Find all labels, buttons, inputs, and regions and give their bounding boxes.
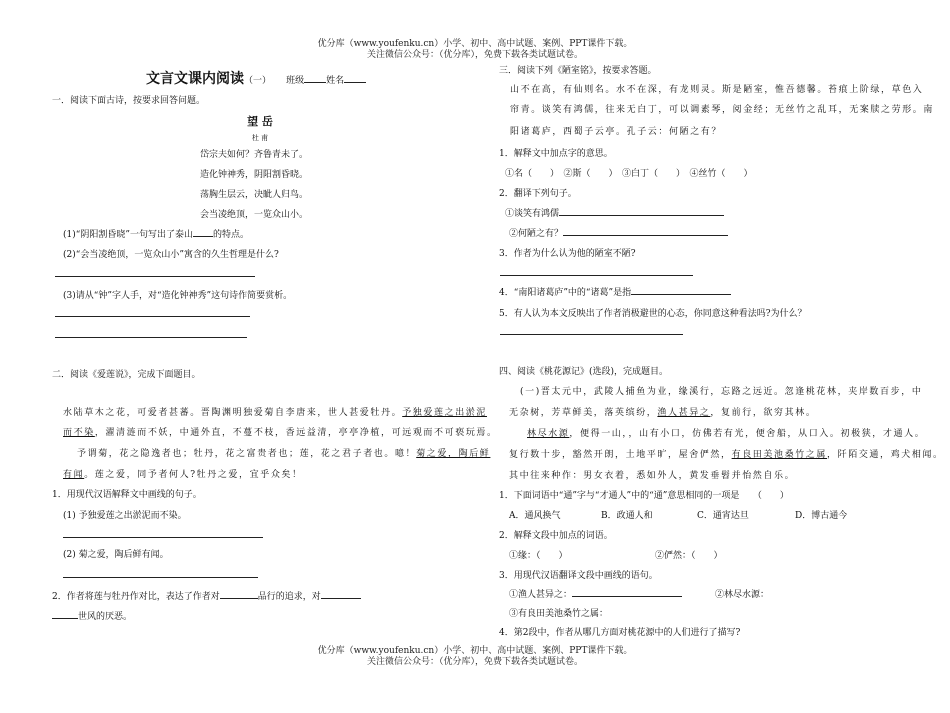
s4-q1-option-d[interactable]: D．博古通今 bbox=[795, 511, 848, 521]
s2-q2-blank-1[interactable] bbox=[220, 598, 258, 599]
s2-q2-blank-2[interactable] bbox=[321, 598, 361, 599]
s4-question-3-2: ②林尽水源： bbox=[715, 590, 770, 600]
s2-passage-line-3: 予谓菊，花之隐逸者也；牡丹，花之富贵者也；莲，花之君子者也。噫！菊之爱，陶后鲜 bbox=[77, 449, 491, 459]
s4-question-2-2: ②俨然：（ ） bbox=[655, 551, 723, 561]
poem-author: 杜 甫 bbox=[251, 134, 269, 142]
s2-q1-1-answer-line[interactable] bbox=[63, 537, 263, 538]
s2-underline-2b: 有闻 bbox=[63, 470, 85, 480]
s3-passage-line-3: 阳诸葛庐，西蜀子云亭。孔子云：何陋之有？ bbox=[510, 127, 723, 137]
s3-q2-1-blank[interactable] bbox=[559, 215, 724, 216]
s4-underline-3: 有良田美池桑竹之属 bbox=[731, 450, 828, 460]
s3-question-1: 1．解释文中加点字的意思。 bbox=[499, 149, 613, 159]
header-line-1: 优分库（www.youfenku.cn）小学、初中、高中试题、案例、PPT课件下载。 bbox=[317, 39, 633, 49]
s3-question-1-options: ①名（ ） ②斯（ ） ③白丁（ ） ④丝竹（ ） bbox=[505, 169, 753, 179]
s1-heading: 一．阅读下面古诗，按要求回答问题。 bbox=[52, 96, 206, 106]
s1-q1-part-a: (1)“阴阳割昏晓”一句写出了泰山 bbox=[63, 230, 193, 240]
s3-question-5: 5．有人认为本文反映出了作者消极避世的心态，你同意这种看法吗?为什么？ bbox=[499, 309, 807, 319]
s4-passage-line-1: (一)晋太元中，武陵人捕鱼为业，缘溪行，忘路之远近。忽逢桃花林，夹岸数百步，中 bbox=[520, 387, 923, 397]
s4-underline-2: 林尽水源 bbox=[527, 429, 570, 439]
s4-question-1: 1．下面词语中“通”字与“才通人”中的“通”意思相同的一项是 （ ） bbox=[499, 491, 789, 501]
class-field[interactable] bbox=[304, 82, 326, 83]
s2-question-1-2: (2) 菊之爱，陶后鲜有闻。 bbox=[63, 550, 169, 560]
poem-line-1: 岱宗夫如何？齐鲁青未了。 bbox=[200, 150, 309, 160]
s2-passage-line-2: 而不染，濯清涟而不妖，中通外直，不蔓不枝，香远益清，亭亭净植，可远观而不可亵玩焉。 bbox=[63, 428, 498, 438]
s2-question-1-1: (1) 予独爱莲之出淤泥而不染。 bbox=[63, 511, 187, 521]
s4-passage-line-5: 其中往来种作：男女衣着，悉如外人，黄发垂髫并怡然自乐。 bbox=[509, 471, 796, 481]
s2-underline-1b: 而不染 bbox=[63, 428, 95, 438]
s3-heading: 三．阅读下列《陋室铭》，按要求答题。 bbox=[499, 66, 657, 76]
s3-q5-answer-line[interactable] bbox=[500, 334, 683, 335]
s3-passage-line-2: 帘青。谈笑有鸿儒，往来无白丁，可以调素琴，阅金经；无丝竹之乱耳，无案牍之劳形。南 bbox=[510, 105, 935, 115]
s4-q3-1-blank[interactable] bbox=[572, 596, 682, 597]
s1-q1-blank[interactable] bbox=[193, 236, 213, 237]
footer-line-1: 优分库（www.youfenku.cn）小学、初中、高中试题、案例、PPT课件下载。 bbox=[317, 646, 633, 656]
s2-passage-line-1: 水陆草木之花，可爱者甚蕃。晋陶渊明独爱菊自李唐来，世人甚爱牡丹。予独爱莲之出淤泥 bbox=[63, 408, 488, 418]
s4-q1-option-b[interactable]: B．政通人和 bbox=[601, 511, 653, 521]
s3-question-4: 4．“南阳诸葛庐”中的“诸葛”是指 bbox=[499, 287, 731, 299]
class-label: 班级 bbox=[286, 76, 305, 86]
s2-heading: 二．阅读《爱莲说》，完成下面题目。 bbox=[52, 370, 201, 380]
s1-q3-answer-line-1[interactable] bbox=[55, 316, 250, 317]
s1-question-1 bbox=[63, 229, 249, 241]
s2-question-2-cont: 世风的厌恶。 bbox=[52, 611, 132, 623]
s3-passage-line-1: 山不在高，有仙则名。水不在深，有龙则灵。斯是陋室，惟吾德馨。苔痕上阶绿，草色入 bbox=[510, 85, 924, 95]
s4-heading: 四、阅读《桃花源记》(选段)，完成题目。 bbox=[499, 367, 669, 377]
s4-question-3-3: ③有良田美池桑竹之属： bbox=[509, 609, 609, 619]
s1-q2-answer-line[interactable] bbox=[55, 276, 255, 277]
s1-q1-part-b: 的特点。 bbox=[212, 230, 249, 240]
s4-question-3: 3．用现代汉语翻译文段中画线的语句。 bbox=[499, 571, 658, 581]
s3-question-2: 2．翻译下列句子。 bbox=[499, 189, 577, 199]
s2-underline-1: 予独爱莲之出淤泥 bbox=[402, 408, 488, 418]
poem-title: 望 岳 bbox=[247, 115, 273, 128]
poem-line-3: 荡胸生层云，决眦人归鸟。 bbox=[200, 190, 309, 200]
title-main: 文言文课内阅读 bbox=[146, 71, 244, 87]
s4-q1-option-a[interactable]: A．通风换气 bbox=[509, 511, 561, 521]
s2-underline-2: 菊之爱，陶后鲜 bbox=[416, 449, 491, 459]
s3-question-2-1: ①谈笑有鸿儒 bbox=[505, 208, 724, 220]
page-title bbox=[146, 68, 366, 88]
s1-question-3: (3)请从“钟”字人手，对“造化钟神秀”这句诗作简要赏析。 bbox=[63, 291, 293, 301]
s1-q3-answer-line-2[interactable] bbox=[55, 337, 247, 338]
header-line-2: 关注微信公众号：（优分库），免费下载各类试题试卷。 bbox=[366, 50, 583, 60]
poem-line-4: 会当凌绝顶，一览众山小。 bbox=[200, 210, 309, 220]
s4-question-3-1: ①渔人甚异之： bbox=[509, 589, 682, 601]
s3-q4-blank[interactable] bbox=[631, 294, 731, 295]
s4-q1-option-c[interactable]: C．通宵达旦 bbox=[697, 511, 749, 521]
s2-question-1: 1．用现代汉语解释文中画线的句子。 bbox=[52, 490, 202, 500]
s3-question-3: 3．作者为什么认为他的陋室不陋? bbox=[499, 249, 636, 259]
s4-question-4: 4．第2段中，作者从哪几方面对桃花源中的人们进行了描写? bbox=[499, 628, 741, 638]
s3-q3-answer-line[interactable] bbox=[500, 275, 693, 276]
s2-question-2: 2．作者将莲与牡丹作对比，表达了作者对 品行的追求，对 bbox=[52, 591, 361, 603]
s1-question-2: (2)“会当凌绝顶，一览众山小”寓含的久生哲理是什么? bbox=[63, 250, 279, 260]
s2-q1-2-answer-line[interactable] bbox=[63, 577, 258, 578]
name-field[interactable] bbox=[344, 82, 366, 83]
s4-question-2: 2．解释文段中加点的词语。 bbox=[499, 531, 613, 541]
s4-passage-line-4: 复行数十步，豁然开朗，土地平旷，屋舍俨然，有良田美池桑竹之属，阡陌交通，鸡犬相闻。 bbox=[509, 450, 944, 460]
name-label: 姓名 bbox=[326, 76, 345, 86]
s4-passage-line-2: 无杂树，芳草鲜美，落英缤纷，渔人甚异之，复前行，欲穷其林。 bbox=[509, 408, 817, 418]
footer-line-2: 关注微信公众号：（优分库），免费下载各类试题试卷。 bbox=[366, 657, 583, 667]
s4-underline-1: 渔人甚异之 bbox=[657, 408, 711, 418]
s3-q2-2-blank[interactable] bbox=[563, 235, 728, 236]
poem-line-2: 造化钟神秀，阴阳割昏晓。 bbox=[200, 170, 309, 180]
s4-question-2-1: ①缘：（ ） bbox=[509, 551, 568, 561]
s4-passage-line-3: 林尽水源，便得一山，，山有小口，仿佛若有光，便舍船，从口入。初极狭，才通人。 bbox=[527, 429, 926, 439]
s3-question-2-2: ②何陋之有？ bbox=[509, 228, 728, 240]
title-part: （一） bbox=[244, 76, 272, 86]
s2-passage-line-4: 有闻。莲之爱，同予者何人?牡丹之爱，宜乎众矣！ bbox=[63, 470, 303, 480]
s2-q2-blank-3[interactable] bbox=[52, 618, 78, 619]
